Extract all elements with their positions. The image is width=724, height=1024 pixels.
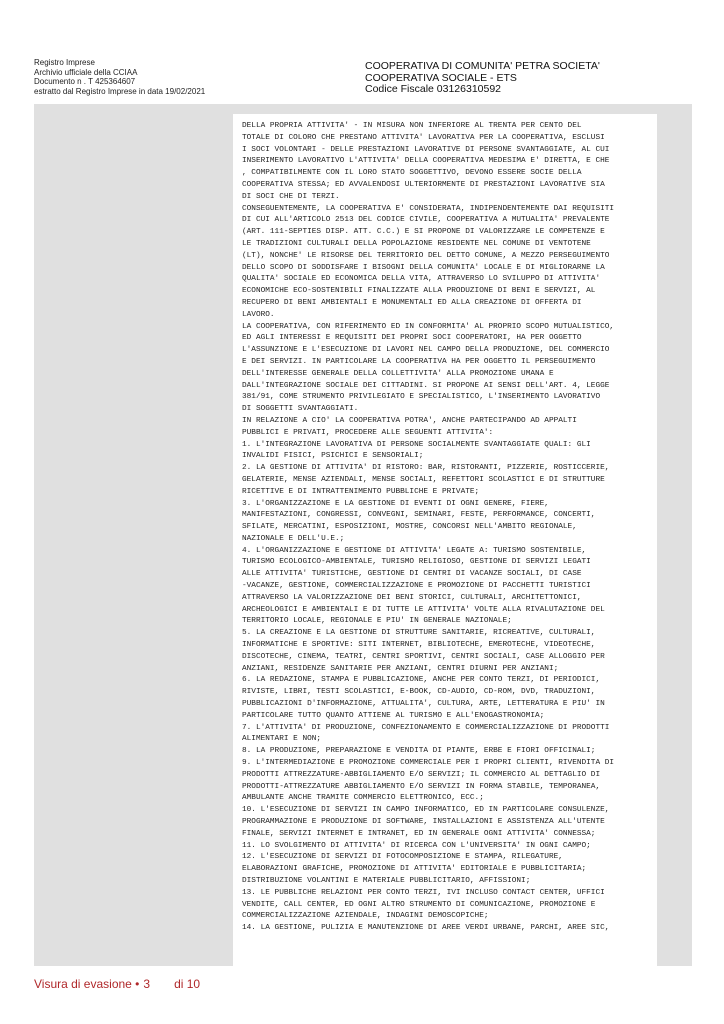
text-line: PRODOTTI-ATTREZZATURE ABBIGLIAMENTO E/O SERVIZI IN FORMA STABILE, TEMPORANEA, (242, 782, 601, 791)
text-line: INVALIDI FISICI, PSICHICI E SENSORIALI; (242, 452, 424, 461)
text-line: DI CUI ALL'ARTICOLO 2513 DEL CODICE CIVILE, COOPERATIVA A MUTUALITA' PREVALENTE (242, 216, 610, 225)
text-line: DELLO SCOPO DI SODDISFARE I BISOGNI DELLA COMUNITA' LOCALE E DI MIGLIORARNE LA (242, 263, 605, 272)
text-line: 7. L'ATTIVITA' DI PRODUZIONE, CONFEZIONAMENTO E COMMERCIALIZZAZIONE DI PRODOTTI (242, 723, 610, 732)
text-line: ALIMENTARI E NON; (242, 735, 322, 744)
text-line: ATTRAVERSO LA VALORIZZAZIONE DEI BENI STORICI, CULTURALI, ARCHITETTONICI, (242, 593, 582, 602)
text-line: -VACANZE, GESTIONE, COMMERCIALIZZAZIONE E PROMOZIONE DI PACCHETTI TURISTICI (242, 582, 591, 591)
text-line: FINALE, SERVIZI INTERNET E INTRANET, ED IN GENERALE OGNI ATTIVITA' CONNESSA; (242, 829, 596, 838)
text-line: ARCHEOLOGICI E AMBIENTALI E DI TUTTE LE ATTIVITA' VOLTE ALLA RIVALUTAZIONE DEL (242, 605, 605, 614)
text-line: ECONOMICHE ECO-SOSTENIBILI FINALIZZATE ALLA PRODUZIONE DI BENI E SERVIZI, AL (242, 287, 596, 296)
text-line: MANIFESTAZIONI, CONGRESSI, CONVEGNI, SEMINARI, FESTE, PERFORMANCE, CONCERTI, (242, 511, 596, 520)
text-line: PUBBLICI E PRIVATI, PROCEDERE ALLE SEGUENTI ATTIVITA': (242, 428, 494, 437)
text-line: ELABORAZIONI GRAFICHE, PROMOZIONE DI ATTIVITA' EDITORIALE E PUBBLICITARIA; (242, 865, 587, 874)
text-line: QUALITA' SOCIALE ED ECONOMICA DELLA VITA, ATTRAVERSO LO SVILUPPO DI ATTIVITA' (242, 275, 601, 284)
text-line: 11. LO SVOLGIMENTO DI ATTIVITA' DI RICERCA CON L'UNIVERSITA' IN OGNI CAMPO; (242, 841, 591, 850)
text-line: IN RELAZIONE A CIO' LA COOPERATIVA POTRA', ANCHE PARTECIPANDO AD APPALTI (242, 416, 577, 425)
page-number: 3 (143, 977, 151, 991)
page-footer (34, 977, 200, 991)
registry-line: Documento n . T 425364607 (34, 77, 136, 86)
text-line: INFORMATICHE E SPORTIVE: SITI INTERNET, BIBLIOTECHE, EMEROTECHE, VIDEOTECHE, (242, 641, 596, 650)
text-line: 3. L'ORGANIZZAZIONE E LA GESTIONE DI EVENTI DI OGNI GENERE, FIERE, (242, 499, 549, 508)
text-line: 13. LE PUBBLICHE RELAZIONI PER CONTO TERZI, IVI INCLUSO CONTACT CENTER, UFFICI (242, 888, 605, 897)
page-total: di 10 (174, 977, 201, 991)
text-line: ANZIANI, RESIDENZE SANITARIE PER ANZIANI, CENTRI DIURNI PER ANZIANI; (242, 664, 559, 673)
text-line: DALL'INTEGRAZIONE SOCIALE DEI CITTADINI. SI PROPONE AI SENSI DELL'ART. 4, LEGGE (242, 381, 610, 390)
text-line: SFILATE, MERCATINI, ESPOSIZIONI, MOSTRE, CONCORSI NELL'AMBITO REGIONALE, (242, 523, 577, 532)
text-line: GELATERIE, MENSE AZIENDALI, MENSE SOCIALI, REFETTORI SCOLASTICI E DI STRUTTURE (242, 475, 605, 484)
text-line: COMMERCIALIZZAZIONE AZIENDALE, INDAGINI DEMOSCOPICHE; (242, 912, 489, 921)
text-line: INSERIMENTO LAVORATIVO L'ATTIVITA' DELLA COOPERATIVA MEDESIMA E' DIRETTA, E CHE (242, 157, 610, 166)
text-line: ED AGLI INTERESSI E REQUISITI DEI PROPRI SOCI COOPERATORI, HA PER OGGETTO (242, 334, 582, 343)
text-line: DELLA PROPRIA ATTIVITA' - IN MISURA NON INFERIORE AL TRENTA PER CENTO DEL (242, 122, 582, 130)
text-line: 381/91, COME STRUMENTO PRIVILEGIATO E SPECIALISTICO, L'INSERIMENTO LAVORATIVO (242, 393, 601, 402)
text-line: AMBULANTE ANCHE TRAMITE COMMERCIO ELETTRONICO, ECC.; (242, 794, 484, 803)
text-line: 2. LA GESTIONE DI ATTIVITA' DI RISTORO: BAR, RISTORANTI, PIZZERIE, ROSTICCERIE, (242, 464, 610, 473)
company-name: COOPERATIVA DI COMUNITA' PETRA SOCIETA' (365, 60, 600, 72)
text-line: VENDITE, CALL CENTER, ED OGNI ALTRO STRUMENTO DI COMUNICAZIONE, PROMOZIONE E (242, 900, 596, 909)
text-line: LAVORO. (242, 310, 275, 319)
text-line: PRODOTTI ATTREZZATURE-ABBIGLIAMENTO E/O SERVIZI; IL COMMERCIO AL DETTAGLIO DI (242, 770, 601, 779)
text-line: LE TRADIZIONI CULTURALI DELLA POPOLAZIONE RESIDENTE NEL COMUNE DI VENTOTENE (242, 239, 591, 248)
text-line: RICETTIVE E DI INTRATTENIMENTO PUBBLICHE E PRIVATE; (242, 487, 480, 496)
text-line: COOPERATIVA STESSA; ED AVVALENDOSI ULTERIORMENTE DI PRESTAZIONI LAVORATIVE SIA (242, 180, 605, 189)
text-line: 1. L'INTEGRAZIONE LAVORATIVA DI PERSONE SOCIALMENTE SVANTAGGIATE QUALI: GLI (242, 440, 591, 449)
text-line: (ART. 111-SEPTIES DISP. ATT. C.C.) E SI PROPONE DI VALORIZZARE LE COMPETENZE E (242, 228, 605, 237)
registry-line: Archivio ufficiale della CCIAA (34, 67, 138, 77)
text-line: DISCOTECHE, CINEMA, TEATRI, CENTRI SPORTIVI, CENTRI SOCIALI, CASE ALLOGGIO PER (242, 652, 605, 661)
text-line: LA COOPERATIVA, CON RIFERIMENTO ED IN CONFORMITA' AL PROPRIO SCOPO MUTUALISTICO, (242, 322, 615, 331)
text-line: 9. L'INTERMEDIAZIONE E PROMOZIONE COMMERCIALE PER I PROPRI CLIENTI, RIVENDITA DI (242, 759, 615, 768)
text-line: 5. LA CREAZIONE E LA GESTIONE DI STRUTTURE SANITARIE, RICREATIVE, CULTURALI, (242, 629, 596, 638)
text-line: I SOCI VOLONTARI - DELLE PRESTAZIONI LAVORATIVE DI PERSONE SVANTAGGIATE, AL CUI (242, 145, 610, 154)
text-line: DI SOGGETTI SVANTAGGIATI. (242, 405, 359, 414)
text-line: , COMPATIBILMENTE CON IL LORO STATO SOGGETTIVO, DEVONO ESSERE SOCIE DELLA (242, 169, 582, 178)
text-line: 12. L'ESECUZIONE DI SERVIZI DI FOTOCOMPOSIZIONE E STAMPA, RILEGATURE, (242, 853, 563, 862)
text-line: RECUPERO DI BENI AMBIENTALI E MONUMENTALI ED ALLA CREAZIONE DI OFFERTA DI (242, 298, 582, 307)
text-line: 14. LA GESTIONE, PULIZIA E MANUTENZIONE DI AREE VERDI URBANE, PARCHI, AREE SIC, (242, 924, 610, 933)
text-line: 6. LA REDAZIONE, STAMPA E PUBBLICAZIONE, ANCHE PER CONTO TERZI, DI PERIODICI, (242, 676, 601, 685)
registry-line: Registro Imprese (34, 58, 95, 67)
text-line: 10. L'ESECUZIONE DI SERVIZI IN CAMPO INFORMATICO, ED IN PARTICOLARE CONSULENZE, (242, 806, 610, 815)
company-header (365, 61, 600, 96)
footer-label: Visura di evasione • (34, 977, 140, 991)
text-line: NAZIONALE E DELL'U.E.; (242, 534, 345, 543)
text-line: L'ASSUNZIONE E L'ESECUZIONE DI LAVORI NEL CAMPO DELLA PRODUZIONE, DEL COMMERCIO (242, 346, 610, 355)
fiscal-code: Codice Fiscale 03126310592 (365, 83, 502, 95)
registry-line: estratto dal Registro Imprese in data 19/02/2021 (34, 86, 206, 96)
text-line: RIVISTE, LIBRI, TESTI SCOLASTICI, E-BOOK, CD-AUDIO, CD-ROM, DVD, TRADUZIONI, (242, 688, 596, 697)
company-type: COOPERATIVA SOCIALE - ETS (365, 71, 517, 84)
text-line: CONSEGUENTEMENTE, LA COOPERATIVA E' CONSIDERATA, INDIPENDENTEMENTE DAI REQUISITI (242, 204, 615, 213)
text-line: DISTRIBUZIONE VOLANTINI E MATERIALE PUBBLICITARIO, AFFISSIONI; (242, 877, 531, 885)
registry-header (34, 58, 205, 96)
text-line: DELL'INTERESSE GENERALE DELLA COLLETTIVITA' ALLA PROMOZIONE UMANA E (242, 369, 554, 378)
body-text (242, 121, 657, 935)
text-line: PROGRAMMAZIONE E PRODUZIONE DI SOFTWARE, INSTALLAZIONI E ASSISTENZA ALL'UTENTE (242, 818, 605, 827)
text-line: TURISMO ECOLOGICO-AMBIENTALE, TURISMO RELIGIOSO, GESTIONE DI SERVIZI LEGATI (242, 558, 591, 567)
text-line: PUBBLICAZIONI D'INFORMAZIONE, ATTUALITA', CULTURA, ARTE, LETTERATURA E PIU' IN (242, 700, 605, 709)
text-line: ALLE ATTIVITA' TURISTICHE, GESTIONE DI CENTRI DI VACANZE SOCIALI, DI CASE (242, 570, 582, 579)
text-line: TERRITORIO LOCALE, REGIONALE E PIU' IN GENERALE NAZIONALE; (242, 617, 512, 626)
text-line: TOTALE DI COLORO CHE PRESTANO ATTIVITA' LAVORATIVA PER LA COOPERATIVA, ESCLUSI (242, 133, 605, 142)
text-line: 8. LA PRODUZIONE, PREPARAZIONE E VENDITA DI PIANTE, ERBE E FIORI OFFICINALI; (242, 747, 596, 756)
text-line: (LT), NONCHE' LE RISORSE DEL TERRITORIO DEL DETTO COMUNE, A MEZZO PERSEGUIMENTO (242, 251, 610, 260)
text-line: DI SOCI CHE DI TERZI. (242, 192, 340, 201)
text-line: PARTICOLARE TUTTO QUANTO ATTIENE AL TURISMO E ALL'ENOGASTRONOMIA; (242, 711, 545, 720)
text-line: 4. L'ORGANIZZAZIONE E GESTIONE DI ATTIVITA' LEGATE A: TURISMO SOSTENIBILE, (242, 546, 587, 555)
text-line: E DEI SERVIZI. IN PARTICOLARE LA COOPERATIVA HA PER OGGETTO IL PERSEGUIMENTO (242, 357, 596, 366)
